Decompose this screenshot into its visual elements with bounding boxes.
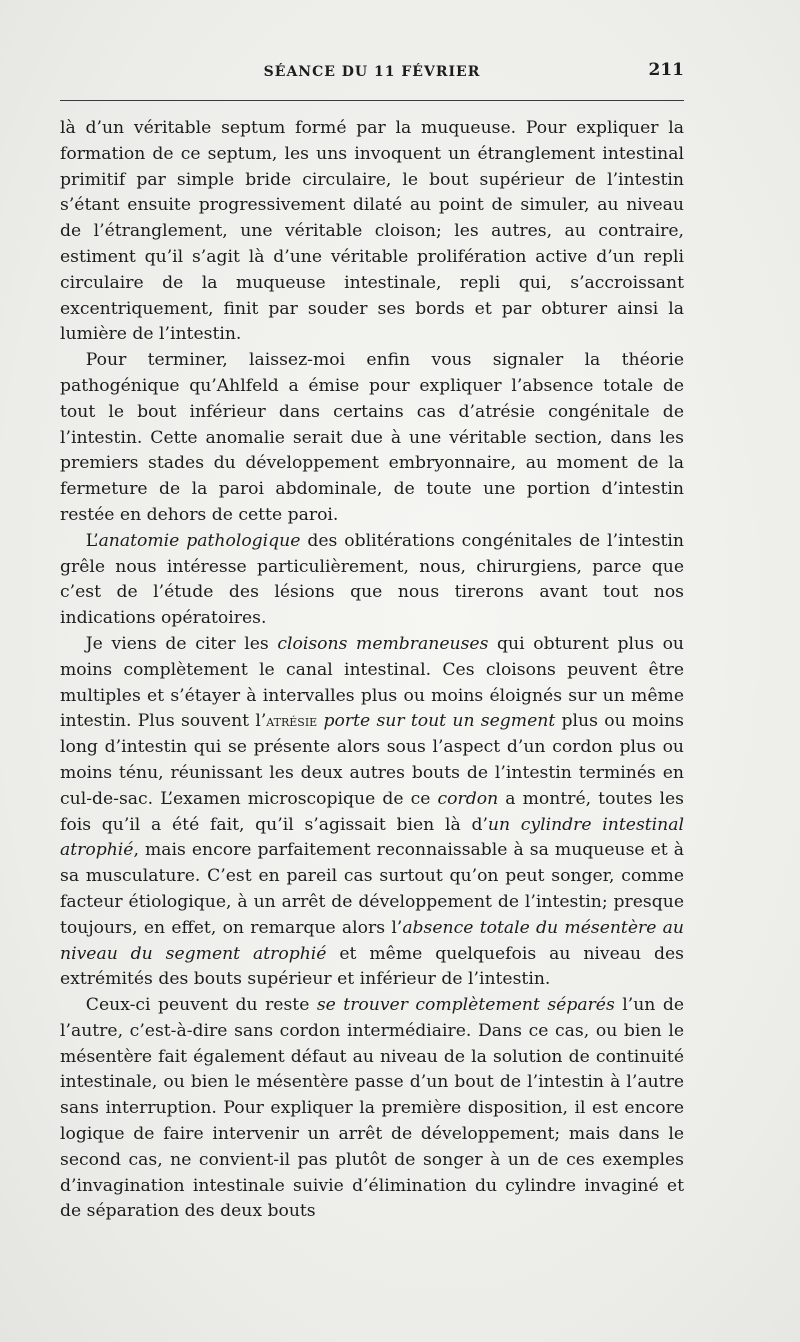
running-title: SÉANCE DU 11 FÉVRIER	[263, 64, 481, 80]
small-caps-atresie: atrésie	[266, 712, 318, 731]
body-text	[60, 116, 684, 1225]
emphasis-anatomie-pathologique: anatomie pathologique	[98, 530, 301, 551]
paragraph-cloisons-membraneuses: Je viens de citer les cloisons membraneuses qui obturent plus ou moins complètement le canal intestinal. Ces cloisons peuvent être multiples et s’étayer à intervalles plus ou moins éloignés sur un même intestin. Plus souvent l’atrésie porte sur tout un segment plus ou moins long d’intestin qui se présente alors sous l’aspect d’un cordon plus ou moins ténu, réunissant les deux autres bouts de l’intestin terminés en cul-de-sac. L’examen microscopique de ce cordon a montré, toutes les fois qu’il a été fait, qu’il s’agissait bien là d’un cylindre intestinal atrophié, mais encore parfaitement reconnaissable à sa muqueuse et à sa musculature. C’est en pareil cas surtout qu’on peut songer, comme facteur étiologique, à un arrêt de développement de l’intestin; presque toujours, en effet, on remarque alors l’absence totale du mésentère au niveau du segment atrophié et même quelquefois au niveau des extrémités des bouts supérieur et inférieur de l’intestin.	[60, 633, 684, 990]
paragraph-ahlfeld-theory: Pour terminer, laissez-moi enfin vous signaler la théorie pathogénique qu’Ahlfeld a émise pour expliquer l’absence totale de tout le bout inférieur dans certains cas d’atrésie congénitale de l’intestin. Cette anomalie serait due à une véritable section, dans les premiers stades du développement embryonnaire, au moment de la fermeture de la paroi abdominale, de toute une portion d’intestin restée en dehors de cette paroi.	[60, 350, 684, 525]
emphasis-cylindre-atrophie: un cylindre intestinal atrophié	[60, 814, 684, 861]
emphasis-absence-mesentere: absence totale du mésentère au niveau du segment atrophié	[60, 917, 684, 964]
emphasis-completement-separes: se trouver complètement séparés	[316, 995, 615, 1016]
paragraph-continued: là d’un véritable septum formé par la muqueuse. Pour expliquer la formation de ce septum, les uns invoquent un étranglement intestinal primitif par simple bride circulaire, le bout supérieur de l’intestin s’étant ensuite progressivement dilaté au point de simuler, au niveau de l’étranglement, une véritable cloison; les autres, au contraire, estiment qu’il s’agit là d’une véritable prolifération active d’un repli circulaire de la muqueuse intestinale, repli qui, s’accroissant excentriquement, finit par souder ses bords et par obturer ainsi la lumière de l’intestin.	[60, 118, 684, 345]
emphasis-cloisons-membraneuses: cloisons membraneuses	[277, 633, 489, 654]
paragraph-bouts-separes: Ceux-ci peuvent du reste se trouver complètement séparés l’un de l’autre, c’est-à-dire sans cordon intermédiaire. Dans ce cas, ou bien le mésentère fait également défaut au niveau de la solution de continuité intestinale, ou bien le mésentère passe d’un bout de l’intestin à l’autre sans interruption. Pour expliquer la première disposition, il est encore logique de faire intervenir un arrêt de développement; mais dans le second cas, ne convient-il pas plutôt de songer à un de ces exemples d’invagination intestinale suivie d’élimination du cylindre invaginé et de séparation des deux bouts	[60, 995, 685, 1222]
emphasis-porte-sur-segment: porte sur tout un segment	[323, 711, 556, 732]
paragraph-anatomie-pathologique: L’anatomie pathologique des oblitérations congénitales de l’intestin grêle nous intéresse particulièrement, nous, chirurgiens, parce que c’est de l’étude des lésions que nous tirerons avant tout nos indications opératoires.	[60, 530, 684, 629]
page-header	[60, 60, 684, 88]
page-number: 211	[648, 60, 684, 80]
header-rule	[60, 100, 684, 101]
emphasis-cordon: cordon	[437, 788, 499, 809]
